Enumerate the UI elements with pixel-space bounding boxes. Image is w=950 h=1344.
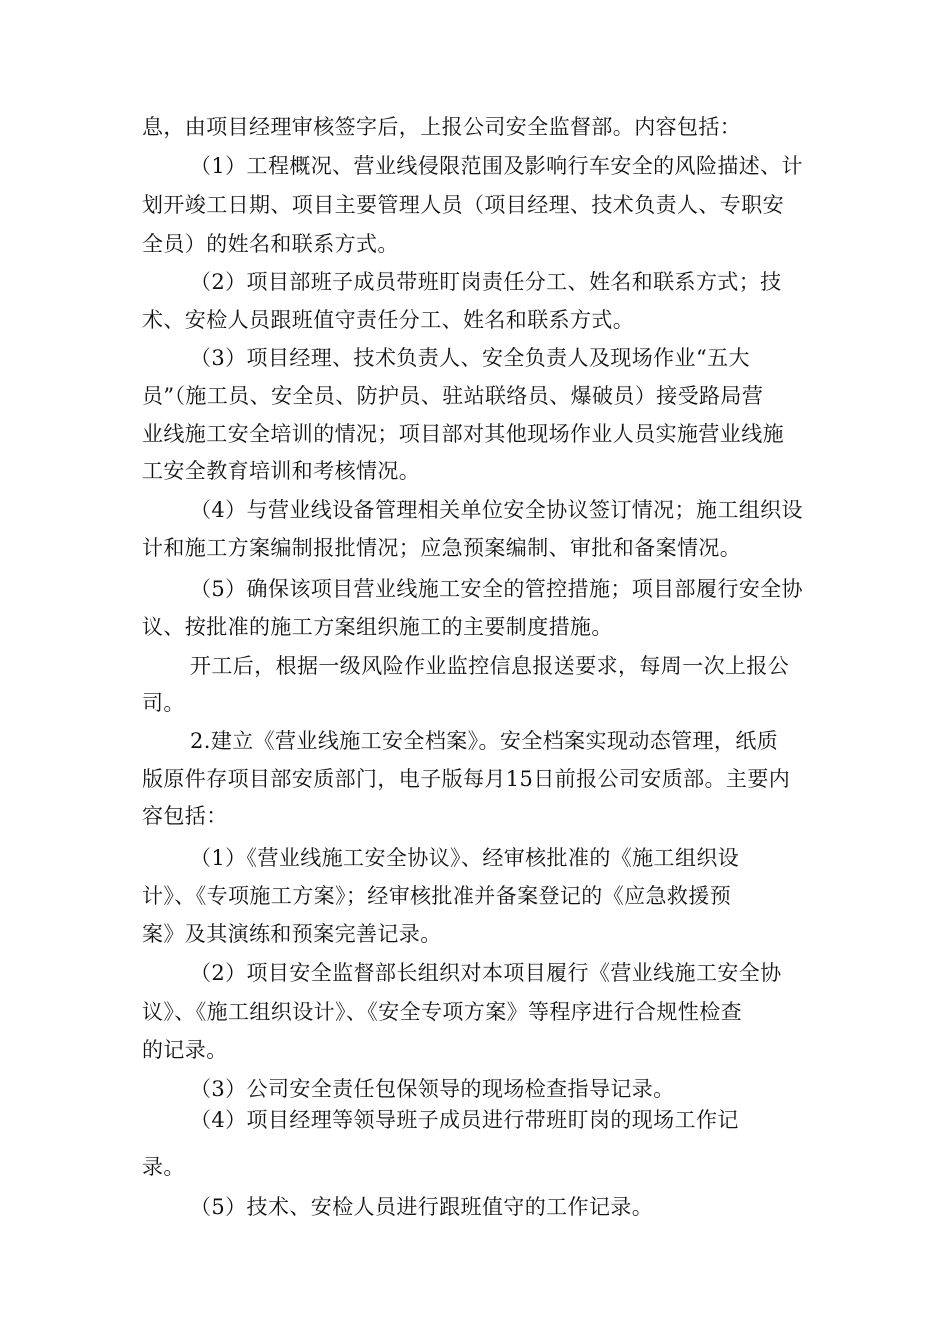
text-line: （1）《营业线施工安全协议》、经审核批准的《施工组织设 [190,846,740,870]
text-line: （2）项目安全监督部长组织对本项目履行《营业线施工安全协 [190,961,782,985]
text-line: （3）项目经理、技术负责人、安全负责人及现场作业“五大 [190,346,750,370]
text-line: 计》、《专项施工方案》；经审核批准并备案登记的《应急救援预 [142,884,732,908]
text-line: 划开竣工日期、项目主要管理人员（项目经理、技术负责人、专职安 [142,193,784,217]
text-line: 全员）的姓名和联系方式。 [142,232,399,256]
text-line: 司。 [142,691,185,715]
text-line: 计和施工方案编制报批情况；应急预案编制、审批和备案情况。 [142,536,742,560]
text-line: 开工后，根据一级风险作业监控信息报送要求，每周一次上报公 [190,654,790,678]
text-line: 议》、《施工组织设计》、《安全专项方案》等程序进行合规性检查 [142,1000,742,1024]
text-line: 业线施工安全培训的情况；项目部对其他现场作业人员实施营业线施 [142,422,784,446]
text-line: 容包括： [142,804,228,828]
text-line: 案》及其演练和预案完善记录。 [142,922,442,946]
text-line: 版原件存项目部安质部门，电子版每月15日前报公司安质部。主要内 [142,767,791,791]
text-line: 2.建立《营业线施工安全档案》。安全档案实现动态管理，纸质 [190,729,779,753]
text-line: （1）工程概况、营业线侵限范围及影响行车安全的风险描述、计 [190,154,803,178]
text-line: （4）与营业线设备管理相关单位安全协议签订情况；施工组织设 [190,498,803,522]
text-line: （4）项目经理等领导班子成员进行带班盯岗的现场工作记 [190,1108,739,1132]
text-line: （5）技术、安检人员进行跟班值守的工作记录。 [190,1195,654,1219]
text-line: 工安全教育培训和考核情况。 [142,459,421,483]
text-line: 术、安检人员跟班值守责任分工、姓名和联系方式。 [142,308,635,332]
text-line: 的记录。 [142,1038,228,1062]
text-line: 员”（施工员、安全员、防护员、驻站联络员、爆破员）接受路局营 [142,384,764,408]
text-line: 息，由项目经理审核签字后，上报公司安全监督部。内容包括： [142,115,742,139]
text-line: （5）确保该项目营业线施工安全的管控措施；项目部履行安全协 [190,577,803,601]
text-line: 录。 [142,1155,185,1179]
text-line: 议、按批准的施工方案组织施工的主要制度措施。 [142,615,613,639]
text-line: （3）公司安全责任包保领导的现场检查指导记录。 [190,1077,675,1101]
text-line: （2）项目部班子成员带班盯岗责任分工、姓名和联系方式；技 [190,270,782,294]
